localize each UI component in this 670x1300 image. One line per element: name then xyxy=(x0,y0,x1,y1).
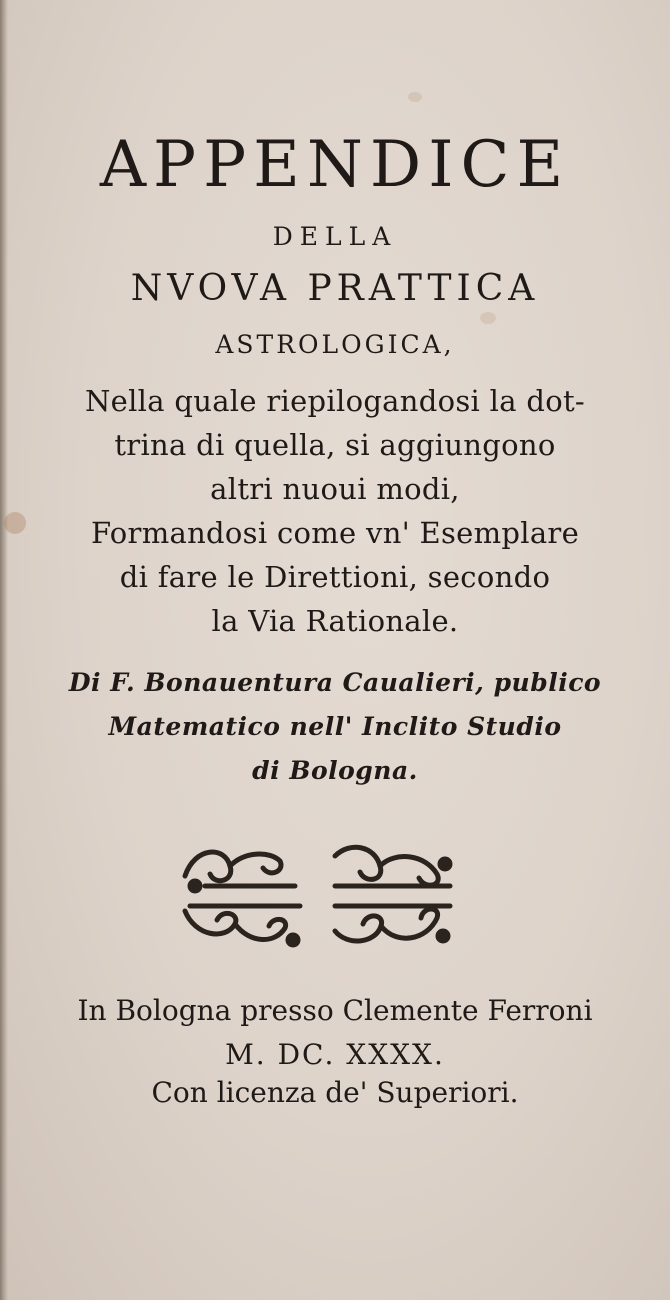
author-line: di Bologna. xyxy=(252,756,418,785)
subtitle-astrologica: ASTROLOGICA, xyxy=(215,330,455,359)
imprint-line: In Bologna presso Clemente Ferroni xyxy=(77,994,593,1027)
fleuron-top-right xyxy=(335,847,450,886)
printers-fleuron-ornament-icon xyxy=(175,836,465,956)
fleuron-top-left xyxy=(185,852,295,891)
imprint-license: Con licenza de' Superiori. xyxy=(151,1076,519,1109)
author-line: Matematico nell' Inclito Studio xyxy=(108,712,562,741)
description-line: Formandosi come vn' Esemplare xyxy=(90,516,580,550)
subtitle-nuova-prattica: NVOVA PRATTICA xyxy=(130,268,540,309)
description-line: di fare le Direttioni, secondo xyxy=(119,560,551,594)
description-line: trina di quella, si aggiungono xyxy=(114,428,556,462)
book-title: APPENDICE xyxy=(99,128,571,202)
description-line: Nella quale riepilogandosi la dot- xyxy=(84,384,586,418)
author-line: Di F. Bonauentura Caualieri, publico xyxy=(68,668,602,697)
subtitle-della: DELLA xyxy=(272,222,398,251)
imprint-date: M. DC. XXXX. xyxy=(225,1038,445,1071)
description-line: la Via Rationale. xyxy=(211,604,459,638)
fleuron-bottom-right xyxy=(335,906,450,941)
paper-stain xyxy=(480,312,496,324)
paper-stain xyxy=(408,92,422,102)
fleuron-bottom-left xyxy=(185,906,300,945)
description-line: altri nuoui modi, xyxy=(210,472,460,506)
